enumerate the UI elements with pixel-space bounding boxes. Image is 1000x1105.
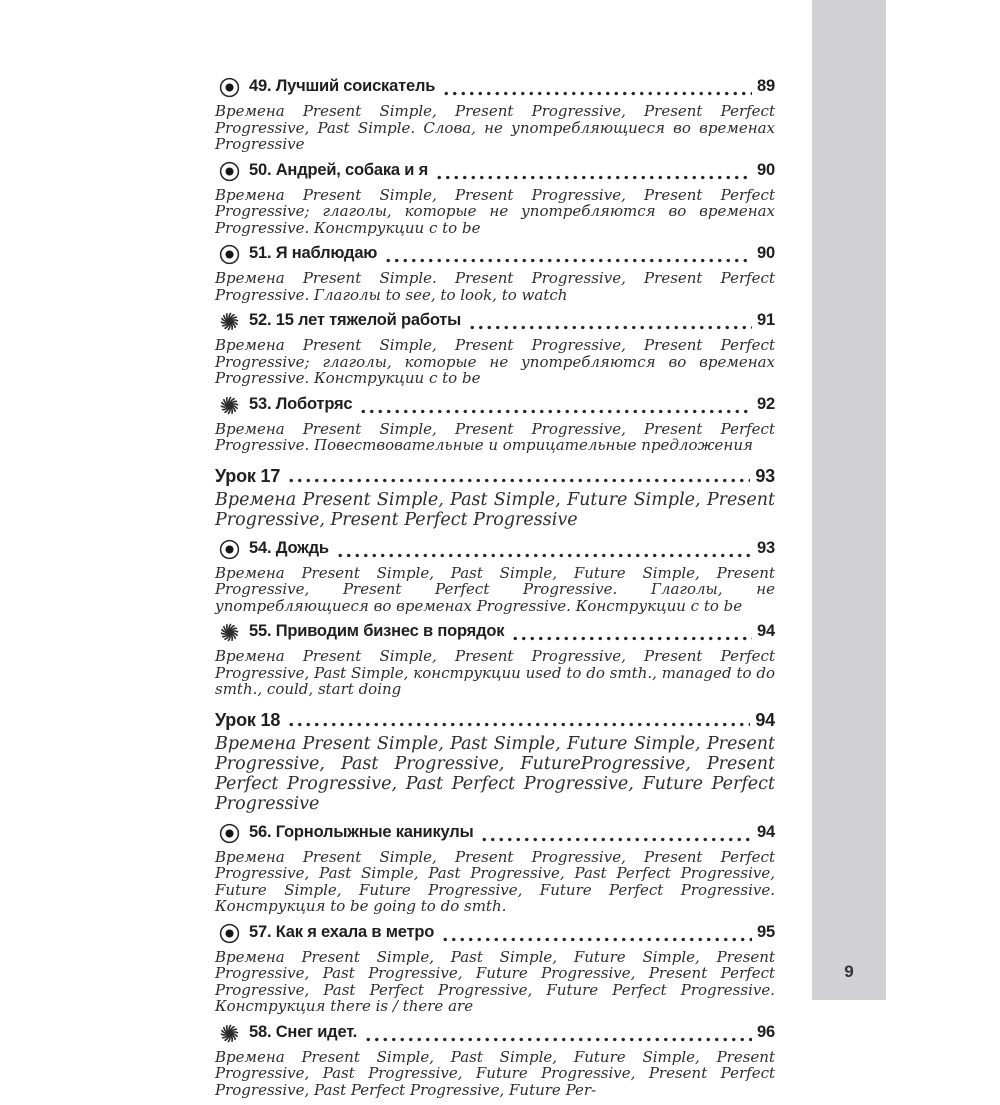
entry-description: Времена Present Simple, Past Simple, Future Simple, Present Progressive, Past Progressive, Future Progressive, Present Perfect Progressive, Past Perfect Progressive, Future Per- (215, 1047, 775, 1099)
toc-entry-title-row (215, 76, 775, 99)
toc-entry-title-row (215, 538, 775, 561)
entry-description: Времена Present Simple, Present Progressive, Present Perfect Progressive, Past Simple, конструкции used to do smth., managed to do smth., could, start doing (215, 647, 775, 698)
spiral-icon (218, 310, 241, 333)
toc-entry-title-row (215, 394, 775, 417)
toc-entry-title-row (215, 310, 775, 333)
toc-list (215, 76, 775, 1105)
toc-entry-title-row (215, 822, 775, 845)
toc-lesson-title-row (215, 466, 775, 486)
dot-leader (336, 553, 752, 558)
toc-entry (215, 538, 775, 615)
dot-leader (435, 175, 752, 180)
entry-description: Времена Present Simple, Past Simple, Future Simple, Present Progressive, Past Progressive, Future Progressive, Present Perfect Progressive, Past Perfect Progressive, Future Perfect Progressive. Конструкция there is / there are (215, 947, 775, 1015)
entry-title: 55. Приводим бизнес в порядок (249, 622, 505, 640)
lesson-page-number: 94 (755, 709, 775, 730)
entry-page-number: 90 (757, 244, 775, 262)
dot-leader (364, 1037, 752, 1042)
entry-title: 56. Горнолыжные каникулы (249, 822, 474, 841)
toc-lesson-title-row (215, 710, 775, 730)
lesson-title: Урок 17 (215, 465, 281, 486)
entry-page-number: 94 (757, 822, 775, 841)
lesson-description: Времена Present Simple, Past Simple, Future Simple, Present Progressive, Present Perfect Progressive (215, 489, 775, 530)
toc-entry (215, 394, 775, 454)
entry-title: 57. Как я ехала в метро (249, 922, 435, 941)
lesson-description: Времена Present Simple, Past Simple, Future Simple, Present Progressive, Past Progressive, FutureProgressive, Present Perfect Progressive, Past Perfect Progressive, Future Perfect Progressive (215, 733, 775, 814)
toc-entry (215, 922, 775, 1015)
toc-lesson (215, 466, 775, 530)
entry-description: Времена Present Simple, Present Progressive, Present Perfect Progressive, Past Simple, Past Progressive, Past Perfect Progressive, Future Simple, Future Progressive, Future Perfect Progressive. Конструкция to be going to do smth. (215, 847, 775, 915)
spiral-icon (218, 621, 241, 644)
toc-entry-title-row (215, 621, 775, 644)
entry-description: Времена Present Simple, Present Progressive, Present Perfect Progressive; глаголы, которые не употребляются во временах Progressive. Конструкции с to be (215, 336, 775, 387)
entry-title: 52. 15 лет тяжелой работы (249, 311, 462, 329)
target-icon (218, 243, 241, 266)
toc-entry (215, 621, 775, 698)
entry-page-number: 93 (757, 538, 775, 557)
lesson-title: Урок 18 (215, 709, 281, 730)
entry-title: 50. Андрей, собака и я (249, 160, 429, 179)
toc-entry (215, 1022, 775, 1099)
entry-description: Времена Present Simple, Present Progressive, Present Perfect Progressive. Повествовательные и отрицательные предложения (215, 419, 775, 454)
entry-title: 54. Дождь (249, 538, 329, 557)
dot-leader (287, 722, 750, 727)
entry-title: 49. Лучший соискатель (249, 77, 436, 95)
toc-entry (215, 160, 775, 237)
entry-title: 53. Лоботряс (249, 394, 353, 413)
dot-leader (384, 258, 752, 263)
toc-entry (215, 243, 775, 303)
lesson-page-number: 93 (755, 465, 775, 486)
dot-leader (511, 636, 752, 641)
dot-leader (441, 937, 752, 942)
dot-leader (468, 325, 752, 330)
entry-description: Времена Present Simple, Present Progressive, Present Perfect Progressive, Past Simple. Слова, не употребляющиеся во временах Progressive (215, 102, 775, 153)
target-icon (218, 160, 241, 183)
entry-title: 58. Снег идет. (249, 1022, 358, 1041)
dot-leader (442, 91, 752, 96)
entry-page-number: 95 (757, 922, 775, 941)
dot-leader (287, 478, 750, 483)
page-number: 9 (844, 962, 854, 981)
toc-entry (215, 76, 775, 153)
entry-page-number: 96 (757, 1022, 775, 1041)
toc-entry (215, 822, 775, 915)
entry-page-number: 89 (757, 77, 775, 95)
toc-lesson (215, 710, 775, 814)
target-icon (218, 538, 241, 561)
entry-page-number: 91 (757, 311, 775, 329)
spiral-icon (218, 1022, 241, 1045)
toc-entry-title-row (215, 243, 775, 266)
entry-title: 51. Я наблюдаю (249, 244, 378, 262)
entry-page-number: 90 (757, 160, 775, 179)
target-icon (218, 822, 241, 845)
entry-description: Времена Present Simple, Past Simple, Future Simple, Present Progressive, Present Perfect Progressive. Глаголы, не употребляющиеся во временах Progressive. Конструкции с to be (215, 563, 775, 615)
dot-leader (359, 409, 752, 414)
toc-entry-title-row (215, 1022, 775, 1045)
target-icon (218, 922, 241, 945)
toc-entry-title-row (215, 922, 775, 945)
dot-leader (480, 837, 752, 842)
toc-entry-title-row (215, 160, 775, 183)
spiral-icon (218, 394, 241, 417)
entry-page-number: 94 (757, 622, 775, 640)
target-icon (218, 76, 241, 99)
entry-page-number: 92 (757, 394, 775, 413)
entry-description: Времена Present Simple. Present Progressive, Present Perfect Progressive. Глаголы to see, to look, to watch (215, 269, 775, 304)
page-edge-band (812, 0, 886, 1000)
toc-entry (215, 310, 775, 387)
entry-description: Времена Present Simple, Present Progressive, Present Perfect Progressive; глаголы, которые не употребляются во временах Progressive. Конструкции с to be (215, 185, 775, 237)
